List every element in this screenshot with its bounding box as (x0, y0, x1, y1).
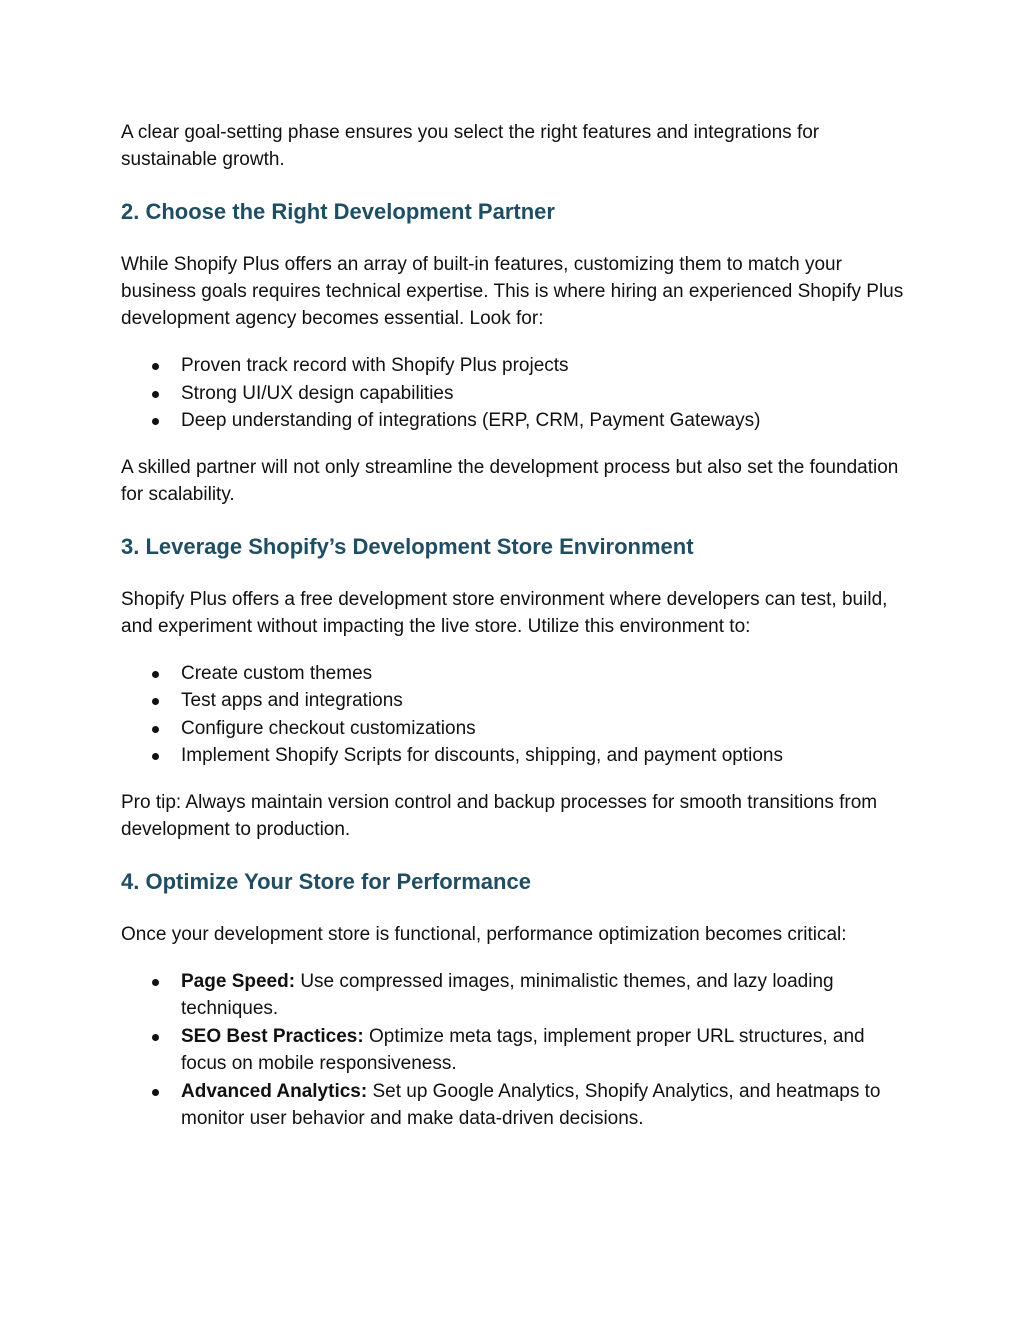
bullet-list (121, 968, 911, 1133)
section-paragraph: While Shopify Plus offers an array of built-in features, customizing them to match your business goals requires technical expertise. This is where hiring an experienced Shopify Plus development agency becomes essential. Look for: (121, 254, 904, 329)
section-heading-development-partner: 2. Choose the Right Development Partner (121, 199, 555, 224)
list-item-text: Optimize meta tags, implement proper URL structures, and focus on mobile responsiveness. (181, 1025, 865, 1074)
bullet-icon (152, 698, 159, 705)
list-item-text: Deep understanding of integrations (ERP, CRM, Payment Gateways) (181, 410, 761, 431)
list-item (121, 380, 911, 408)
list-item-text: Proven track record with Shopify Plus projects (181, 355, 569, 376)
list-item (121, 1023, 911, 1078)
list-item (121, 715, 911, 743)
bullet-icon (152, 418, 159, 425)
section-closing-paragraph: Pro tip: Always maintain version control and backup processes for smooth transitions from development to production. (121, 791, 878, 840)
bullet-icon (152, 671, 159, 678)
list-item-text: Configure checkout customizations (181, 717, 476, 739)
bullet-list (121, 352, 911, 435)
bullet-icon (152, 363, 159, 370)
list-item-text: Strong UI/UX design capabilities (181, 382, 454, 404)
list-item (121, 352, 911, 380)
section-paragraph: Shopify Plus offers a free development store environment where developers can test, build, and experiment without impacting the live store. Utilize this environment to: (121, 588, 888, 637)
bullet-icon (152, 1034, 159, 1041)
intro-paragraph: A clear goal-setting phase ensures you select the right features and integrations for sustainable growth. (121, 122, 820, 170)
list-item (121, 660, 911, 688)
bullet-icon (152, 726, 159, 733)
bullet-icon (152, 979, 159, 986)
list-item-text: Create custom themes (181, 662, 373, 684)
list-item (121, 1078, 911, 1133)
list-item (121, 742, 911, 770)
list-item-term: Page Speed: (181, 970, 296, 992)
list-item-text: Use compressed images, minimalistic themes, and lazy loading techniques. (181, 970, 834, 1019)
bullet-icon (152, 753, 159, 760)
bullet-list (121, 660, 911, 770)
list-item (121, 407, 911, 435)
list-item (121, 968, 911, 1023)
bullet-icon (152, 1089, 159, 1096)
list-item-term: SEO Best Practices: (181, 1025, 364, 1047)
bullet-icon (152, 391, 159, 398)
list-item-term: Advanced Analytics: (181, 1080, 368, 1102)
list-item (121, 687, 911, 715)
list-item-text: Implement Shopify Scripts for discounts, shipping, and payment options (181, 745, 783, 766)
section-paragraph: Once your development store is functional, performance optimization becomes critical: (121, 923, 847, 945)
section-closing-paragraph: A skilled partner will not only streamline the development process but also set the foundation for scalability. (121, 456, 899, 505)
document-page (121, 119, 911, 1133)
section-heading-development-store: 3. Leverage Shopify’s Development Store Environment (121, 533, 694, 559)
list-item-text: Set up Google Analytics, Shopify Analytics, and heatmaps to monitor user behavior and make data-driven decisions. (181, 1080, 881, 1129)
section-heading-performance: 4. Optimize Your Store for Performance (121, 868, 531, 894)
list-item-text: Test apps and integrations (181, 690, 403, 711)
